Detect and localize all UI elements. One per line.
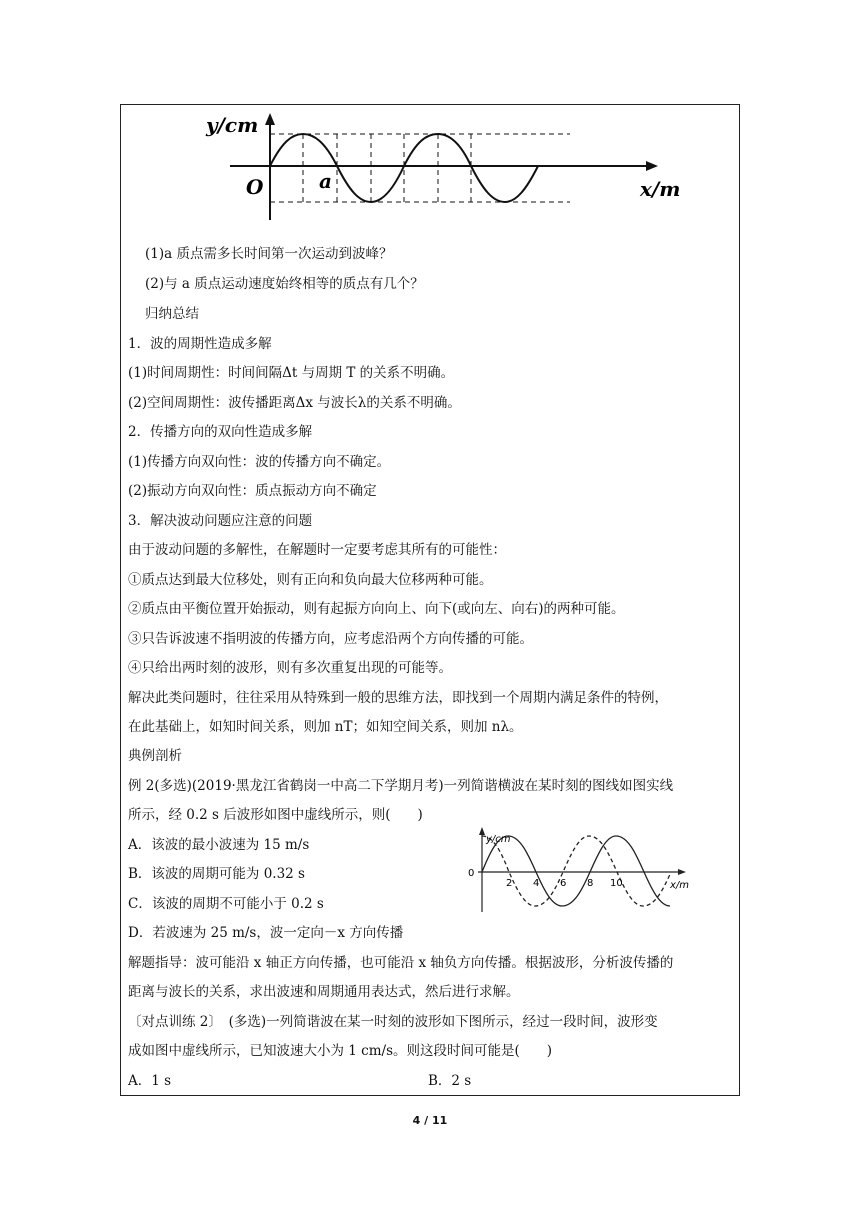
point-3-heading: 3．解决波动问题应注意的问题 bbox=[128, 513, 313, 529]
point-3-item-1: ①质点达到最大位移处，则有正向和负向最大位移两种可能。 bbox=[128, 572, 493, 588]
point-3-item-3: ③只告诉波速不指明波的传播方向，应考虑沿两个方向传播的可能。 bbox=[128, 631, 533, 647]
question-1: (1)a 质点需多长时间第一次运动到波峰？ bbox=[145, 246, 393, 262]
figure2-tick-6: 6 bbox=[560, 878, 567, 889]
figure1-y-label: y/cm bbox=[206, 113, 259, 137]
figure2-tick-8: 8 bbox=[587, 878, 594, 889]
example-heading: 典例剖析 bbox=[128, 748, 182, 764]
point-2-1: (1)传播方向双向性：波的传播方向不确定。 bbox=[128, 454, 391, 470]
figure2-tick-4: 4 bbox=[533, 878, 540, 889]
point-2-2: (2)振动方向双向性：质点振动方向不确定 bbox=[128, 483, 377, 499]
training-option-b: B．2 s bbox=[428, 1073, 472, 1089]
point-1-heading: 1．波的周期性造成多解 bbox=[128, 336, 272, 352]
wave-figure-2 bbox=[460, 824, 700, 916]
option-c: C．该波的周期不可能小于 0.2 s bbox=[128, 896, 324, 912]
guidance-line-2: 距离与波长的关系，求出波速和周期通用表达式，然后进行求解。 bbox=[128, 984, 520, 1000]
option-a: A．该波的最小波速为 15 m/s bbox=[128, 837, 310, 853]
point-2-heading: 2．传播方向的双向性造成多解 bbox=[128, 424, 313, 440]
training-2-line-1: 〔对点训练 2〕 (多选)一列简谐波在某一时刻的波形如下图所示，经过一段时间，波形变 bbox=[128, 1014, 658, 1030]
point-1-2: (2)空间周期性：波传播距离Δx 与波长λ的关系不明确。 bbox=[128, 395, 461, 411]
guidance-line-1: 解题指导：波可能沿 x 轴正方向传播，也可能沿 x 轴负方向传播。根据波形，分析波传播的 bbox=[128, 955, 674, 971]
point-1-1: (1)时间周期性：时间间隔Δt 与周期 T 的关系不明确。 bbox=[128, 365, 455, 381]
summary-heading: 归纳总结 bbox=[145, 306, 199, 322]
figure2-y-label: y/cm bbox=[486, 834, 511, 845]
example-2-line-2: 所示，经 0.2 s 后波形如图中虚线所示，则( ) bbox=[128, 807, 423, 823]
figure2-x-label: x/m bbox=[670, 880, 690, 891]
figure2-origin: 0 bbox=[468, 868, 475, 879]
figure1-point-a: a bbox=[319, 169, 332, 193]
point-3-intro: 由于波动问题的多解性，在解题时一定要考虑其所有的可能性： bbox=[128, 542, 506, 558]
figure2-tick-2: 2 bbox=[506, 878, 513, 889]
method-line-2: 在此基础上，如知时间关系，则加 nT；如知空间关系，则加 nλ。 bbox=[128, 719, 523, 735]
figure1-x-label: x/m bbox=[640, 177, 681, 201]
page-number: 4 / 11 bbox=[412, 1114, 448, 1127]
option-d: D．若波速为 25 m/s，波一定向－x 方向传播 bbox=[128, 925, 404, 941]
wave-figure-1 bbox=[200, 108, 690, 230]
training-2-line-2: 成如图中虚线所示，已知波速大小为 1 cm/s。则这段时间可能是( ) bbox=[128, 1043, 553, 1059]
point-3-item-2: ②质点由平衡位置开始振动，则有起振方向向上、向下(或向左、向右)的两种可能。 bbox=[128, 601, 625, 617]
method-line-1: 解决此类问题时，往往采用从特殊到一般的思维方法，即找到一个周期内满足条件的特例， bbox=[128, 690, 668, 706]
figure2-tick-10: 10 bbox=[610, 878, 623, 889]
option-b: B．该波的周期可能为 0.32 s bbox=[128, 866, 305, 882]
example-2-line-1: 例 2(多选)(2019·黑龙江省鹤岗一中高二下学期月考)一列简谐横波在某时刻的图线如图实线 bbox=[128, 778, 674, 794]
question-2: (2)与 a 质点运动速度始终相等的质点有几个？ bbox=[145, 276, 424, 292]
training-option-a: A．1 s bbox=[128, 1073, 172, 1089]
figure1-origin: O bbox=[246, 175, 264, 199]
point-3-item-4: ④只给出两时刻的波形，则有多次重复出现的可能等。 bbox=[128, 660, 452, 676]
